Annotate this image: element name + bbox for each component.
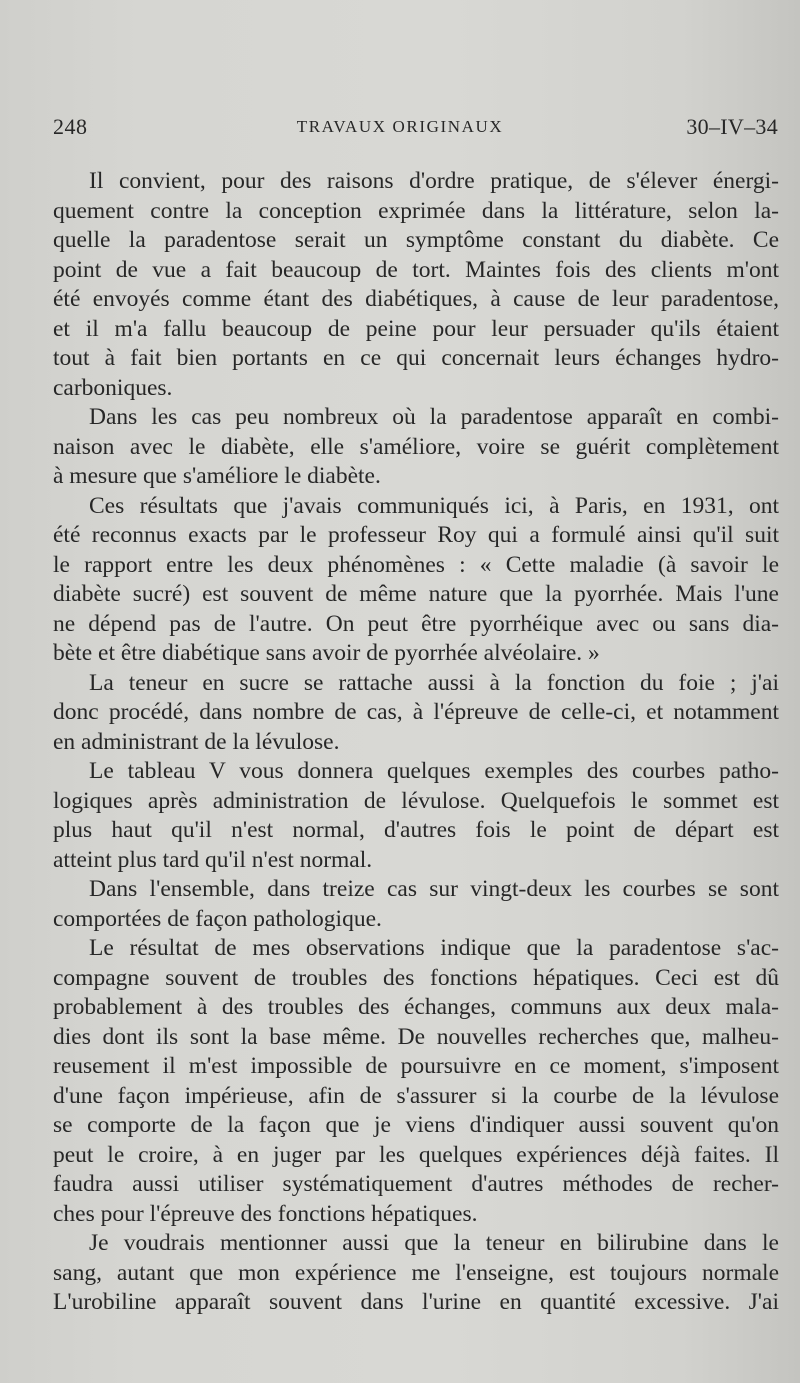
running-title: TRAVAUX ORIGINAUX	[296, 117, 504, 136]
text-line: peut le croire, à en juger par les quelques expériences déjà faites. Il	[53, 1141, 779, 1168]
text-line: point de vue a fait beaucoup de tort. Maintes fois des clients m'ont	[53, 256, 779, 283]
text-line: donc procédé, dans nombre de cas, à l'épreuve de celle-ci, et notamment	[53, 699, 779, 725]
text-line: Le tableau V vous donnera quelques exemples des courbes patho-	[89, 758, 779, 784]
text-line: diabète sucré) est souvent de même nature que la pyorrhée. Mais l'une	[53, 581, 779, 607]
text-line: ne dépend pas de l'autre. On peut être pyorrhéique avec ou sans dia-	[53, 610, 779, 637]
text-line: Je voudrais mentionner aussi que la teneur en bilirubine dans le	[89, 1230, 779, 1256]
text-line: dies dont ils sont la base même. De nouvelles recherches que, malheu-	[53, 1023, 779, 1050]
text-line: L'urobiline apparaît souvent dans l'urine en quantité excessive. J'ai	[53, 1289, 779, 1315]
text-line: se comporte de la façon que je viens d'indiquer aussi souvent qu'on	[53, 1112, 779, 1138]
text-line: compagne souvent de troubles des fonctions hépatiques. Ceci est dû	[53, 964, 779, 991]
text-line: en administrant de la lévulose.	[53, 728, 340, 755]
text-line: Dans les cas peu nombreux où la paradentose apparaît en combi-	[89, 404, 779, 430]
text-line: probablement à des troubles des échanges, communs aux deux mala-	[53, 994, 779, 1020]
text-line: comportées de façon pathologique.	[53, 905, 382, 932]
text-line: Ces résultats que j'avais communiqués ici, à Paris, en 1931, ont	[89, 492, 779, 519]
text-line: quement contre la conception exprimée dans la littérature, selon la-	[53, 197, 779, 224]
text-line: Le résultat de mes observations indique que la paradentose s'ac-	[89, 935, 779, 961]
text-line: bète et être diabétique sans avoir de pyorrhée alvéolaire. »	[53, 640, 600, 666]
text-line: faudra aussi utiliser systématiquement d'autres méthodes de recher-	[53, 1171, 779, 1197]
issue-date: 30–IV–34	[686, 114, 778, 139]
text-line: reusement il m'est impossible de poursuivre en ce moment, s'imposent	[53, 1053, 779, 1079]
text-line: Il convient, pour des raisons d'ordre pratique, de s'élever énergi-	[89, 168, 779, 194]
text-line: été envoyés comme étant des diabétiques, à cause de leur paradentose,	[53, 286, 779, 312]
text-line: La teneur en sucre se rattache aussi à la fonction du foie ; j'ai	[89, 669, 779, 696]
text-line: le rapport entre les deux phénomènes : « Cette maladie (à savoir le	[53, 551, 779, 578]
text-line: Dans l'ensemble, dans treize cas sur vingt-deux les courbes se sont	[89, 876, 779, 902]
text-line: tout à fait bien portants en ce qui concernait leurs échanges hydro-	[53, 345, 779, 371]
text-line: naison avec le diabète, elle s'améliore, voire se guérit complètement	[53, 433, 779, 460]
page-number: 248	[53, 114, 88, 139]
text-line: quelle la paradentose serait un symptôme constant du diabète. Ce	[53, 227, 779, 253]
text-line: ches pour l'épreuve des fonctions hépatiques.	[53, 1200, 478, 1227]
text-line: été reconnus exacts par le professeur Roy qui a formulé ainsi qu'il suit	[53, 522, 779, 548]
body-text	[53, 167, 779, 1318]
text-line: logiques après administration de lévulose. Quelquefois le sommet est	[53, 787, 779, 814]
text-line: d'une façon impérieuse, afin de s'assurer si la courbe de la lévulose	[53, 1082, 779, 1109]
text-line: et il m'a fallu beaucoup de peine pour leur persuader qu'ils étaient	[53, 315, 779, 342]
text-line: sang, autant que mon expérience me l'enseigne, est toujours normale	[53, 1259, 779, 1286]
text-line: plus haut qu'il n'est normal, d'autres fois le point de départ est	[53, 817, 779, 843]
text-line: atteint plus tard qu'il n'est normal.	[53, 846, 373, 873]
running-head	[0, 114, 800, 144]
text-line: à mesure que s'améliore le diabète.	[53, 463, 381, 489]
text-line: carboniques.	[53, 374, 173, 401]
